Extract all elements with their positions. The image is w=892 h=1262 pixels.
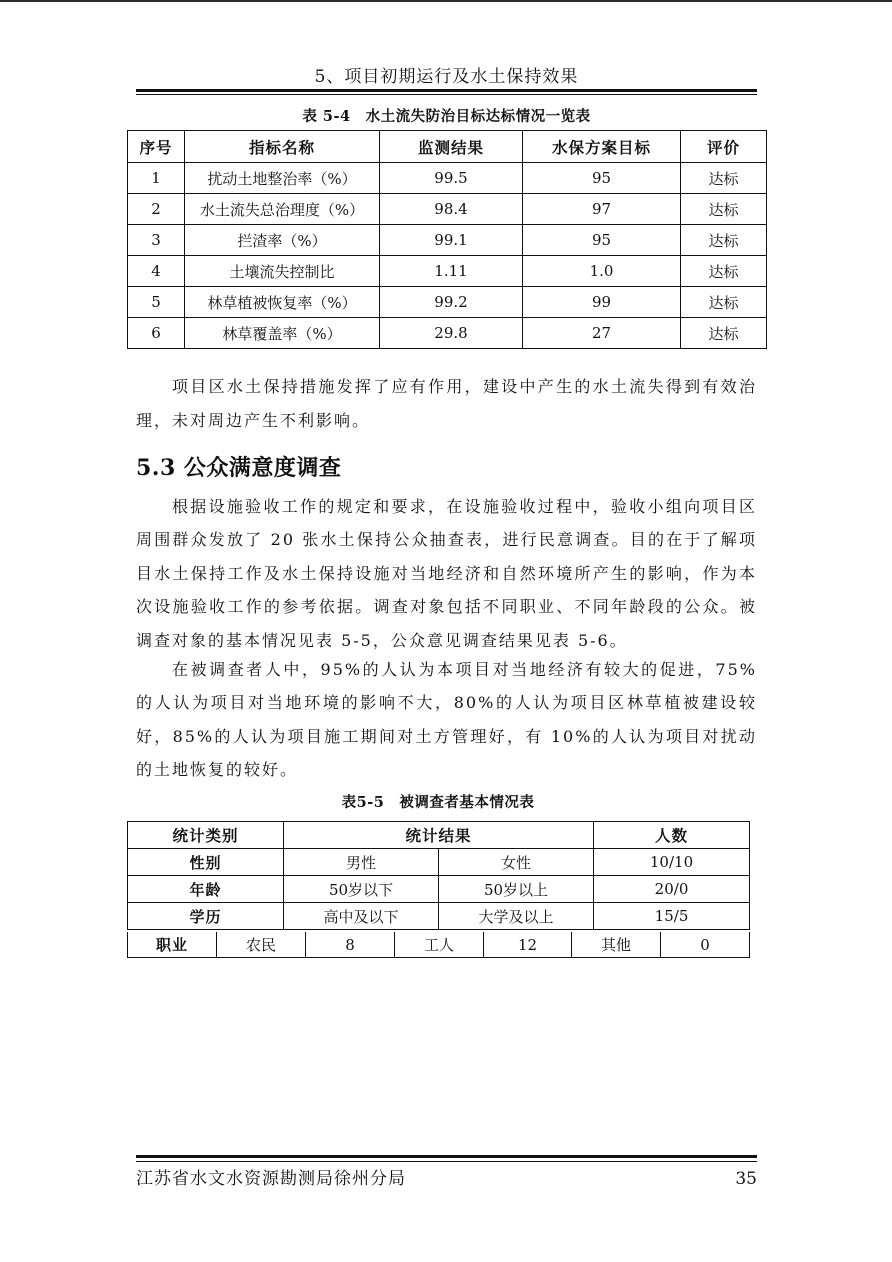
column-header: 统计类别 <box>128 822 284 849</box>
column-header: 指标名称 <box>185 131 380 163</box>
cell-value: 50岁以上 <box>439 876 594 903</box>
page-number: 35 <box>735 1169 757 1189</box>
table-5-4-caption: 表 5-4 水土流失防治目标达标情况一览表 <box>302 108 591 125</box>
cell-evaluation: 达标 <box>681 318 767 349</box>
header-rule-thick <box>136 89 757 92</box>
cell-indicator: 水土流失总治理度（%） <box>185 194 380 225</box>
cell-index: 5 <box>128 287 185 318</box>
column-header: 序号 <box>128 131 185 163</box>
column-header: 评价 <box>681 131 767 163</box>
table-5-5 <box>127 821 750 930</box>
cell-index: 4 <box>128 256 185 287</box>
cell-target: 27 <box>523 318 681 349</box>
cell-indicator: 扰动土地整治率（%） <box>185 163 380 194</box>
cell-evaluation: 达标 <box>681 287 767 318</box>
cell-occupation-name: 其他 <box>572 932 661 958</box>
cell-occupation-count: 0 <box>661 932 750 958</box>
cell-measured: 98.4 <box>380 194 523 225</box>
table-row <box>128 163 767 194</box>
cell-index: 2 <box>128 194 185 225</box>
cell-value: 高中及以下 <box>284 903 439 930</box>
footer-organization: 江苏省水文水资源勘测局徐州分局 <box>136 1169 406 1189</box>
column-header: 水保方案目标 <box>523 131 681 163</box>
table-row <box>128 318 767 349</box>
cell-target: 1.0 <box>523 256 681 287</box>
table-row <box>128 225 767 256</box>
table-5-5-caption: 表5-5 被调查者基本情况表 <box>341 794 535 811</box>
column-header: 统计结果 <box>284 822 594 849</box>
table-row <box>128 256 767 287</box>
paragraph-survey-results: 在被调查者人中，95%的人认为本项目对当地经济有较大的促进，75%的人认为项目对当地环境的影响不大，80%的人认为项目区林草植被建设较好，85%的人认为项目施工期间对土方管理好，有 10%的人认为项目对扰动的土地恢复的较好。 <box>136 660 757 780</box>
cell-measured: 1.11 <box>380 256 523 287</box>
row-label: 职业 <box>128 932 217 958</box>
table-row <box>128 932 750 958</box>
cell-evaluation: 达标 <box>681 225 767 256</box>
cell-indicator: 土壤流失控制比 <box>185 256 380 287</box>
cell-indicator: 拦渣率（%） <box>185 225 380 256</box>
cell-measured: 99.5 <box>380 163 523 194</box>
cell-measured: 99.2 <box>380 287 523 318</box>
paragraph-effect-summary: 项目区水土保持措施发挥了应有作用，建设中产生的水土流失得到有效治理，未对周边产生不利影响。 <box>136 377 757 430</box>
column-header: 监测结果 <box>380 131 523 163</box>
column-header: 人数 <box>594 822 750 849</box>
cell-value: 50岁以下 <box>284 876 439 903</box>
row-label: 性别 <box>128 849 284 876</box>
section-heading: 5.3 公众满意度调查 <box>136 455 342 481</box>
cell-measured: 99.1 <box>380 225 523 256</box>
cell-index: 3 <box>128 225 185 256</box>
footer-rule-thin <box>136 1161 757 1162</box>
cell-indicator: 林草植被恢复率（%） <box>185 287 380 318</box>
cell-index: 6 <box>128 318 185 349</box>
cell-evaluation: 达标 <box>681 194 767 225</box>
table-row <box>128 194 767 225</box>
table-5-4 <box>127 130 767 349</box>
cell-indicator: 林草覆盖率（%） <box>185 318 380 349</box>
table-row <box>128 903 750 930</box>
table-row <box>128 287 767 318</box>
cell-occupation-count: 8 <box>306 932 395 958</box>
row-label: 学历 <box>128 903 284 930</box>
page-top-border <box>0 0 892 2</box>
header-rule-thin <box>136 94 757 95</box>
cell-occupation-name: 农民 <box>217 932 306 958</box>
cell-count: 15/5 <box>594 903 750 930</box>
row-label: 年龄 <box>128 876 284 903</box>
running-header: 5、项目初期运行及水土保持效果 <box>314 67 579 87</box>
cell-evaluation: 达标 <box>681 163 767 194</box>
cell-value: 女性 <box>439 849 594 876</box>
cell-occupation-count: 12 <box>484 932 572 958</box>
table-header-row <box>128 822 750 849</box>
cell-count: 20/0 <box>594 876 750 903</box>
cell-value: 男性 <box>284 849 439 876</box>
cell-occupation-name: 工人 <box>395 932 484 958</box>
cell-target: 95 <box>523 225 681 256</box>
table-5-5-occupation-row <box>127 932 750 958</box>
cell-target: 95 <box>523 163 681 194</box>
cell-target: 97 <box>523 194 681 225</box>
cell-target: 99 <box>523 287 681 318</box>
cell-evaluation: 达标 <box>681 256 767 287</box>
cell-value: 大学及以上 <box>439 903 594 930</box>
cell-count: 10/10 <box>594 849 750 876</box>
cell-measured: 29.8 <box>380 318 523 349</box>
table-row <box>128 849 750 876</box>
footer-rule-thick <box>136 1155 757 1158</box>
table-header-row <box>128 131 767 163</box>
table-row <box>128 876 750 903</box>
paragraph-survey-method: 根据设施验收工作的规定和要求，在设施验收过程中，验收小组向项目区周围群众发放了 20 张水土保持公众抽查表，进行民意调查。目的在于了解项目水土保持工作及水土保持设施对当地经济和自然环境所产生的影响，作为本次设施验收工作的参考依据。调查对象包括不同职业、不同年龄段的公众。被调查对象的基本情况见表 5-5，公众意见调查结果见表 5-6。 <box>136 497 757 650</box>
cell-index: 1 <box>128 163 185 194</box>
